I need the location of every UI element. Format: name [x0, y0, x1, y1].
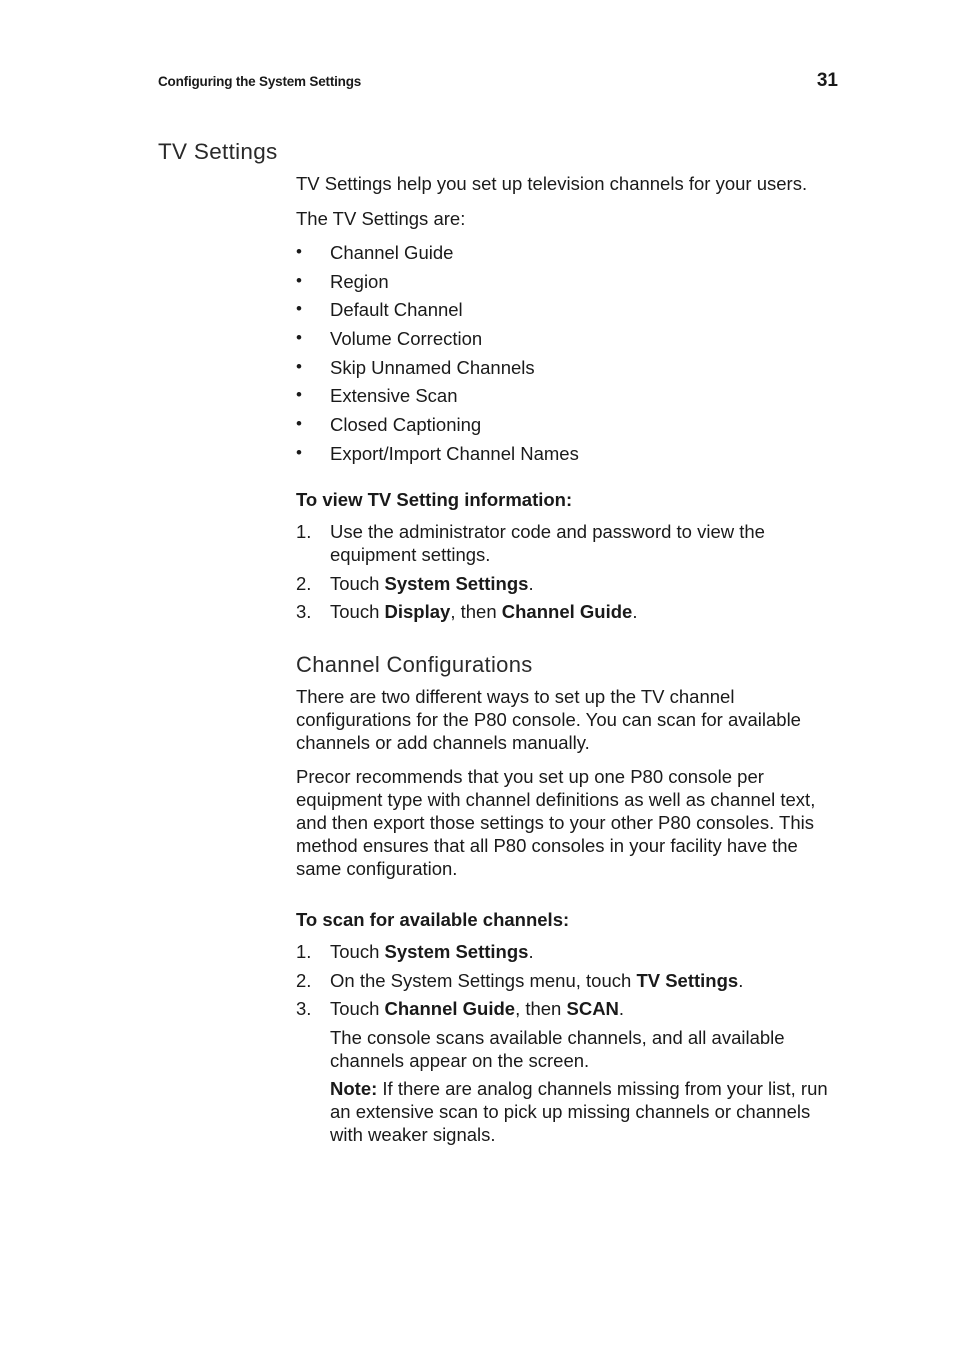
- procedure-title-view: To view TV Setting information:: [296, 489, 573, 510]
- page-number: 31: [816, 70, 838, 91]
- step-item: 3. Touch Channel Guide, then SCAN.: [296, 998, 625, 1019]
- step-item: 1. Touch System Settings.: [296, 941, 534, 962]
- bullet-icon: •: [296, 328, 302, 348]
- list-item: • Export/Import Channel Names: [296, 442, 579, 464]
- tv-settings-list: [296, 241, 841, 471]
- list-item: • Channel Guide: [296, 242, 454, 263]
- bullet-icon: •: [296, 385, 302, 405]
- section-heading-tv-settings: TV Settings: [158, 139, 278, 164]
- step-item: 1. Use the administrator code and password to view the equipment settings.: [296, 521, 765, 565]
- list-item: • Skip Unnamed Channels: [296, 356, 535, 378]
- step-item: 2. On the System Settings menu, touch TV Settings.: [296, 969, 744, 991]
- bullet-icon: •: [296, 414, 302, 434]
- channel-config-paragraph-2: Precor recommends that you set up one P80 console per equipment type with channel definitions as well as channel text, and then export those settings to your other P80 consoles. This method ensures that all P80 consoles in your facility have the same configuration.: [296, 766, 816, 879]
- channel-config-paragraph-1: There are two different ways to set up the TV channel configurations for the P80 console. You can scan for available channels or add channels manually.: [296, 686, 801, 753]
- bullet-icon: •: [296, 442, 302, 462]
- step-item: 3. Touch Display, then Channel Guide.: [296, 601, 638, 622]
- list-item: • Default Channel: [296, 299, 463, 321]
- step-item: 2. Touch System Settings.: [296, 572, 534, 594]
- procedure-title-scan: To scan for available channels:: [296, 909, 570, 930]
- tv-settings-list-intro: The TV Settings are:: [296, 208, 466, 229]
- list-item: • Volume Correction: [296, 328, 483, 350]
- note-text: If there are analog channels missing from your list, run an extensive scan to pick up missing channels or channels with weaker signals.: [330, 1078, 828, 1145]
- bullet-icon: •: [296, 270, 302, 290]
- list-item: • Region: [296, 270, 389, 292]
- note: [330, 1077, 835, 1146]
- view-steps: [296, 520, 841, 629]
- scan-steps: [296, 940, 841, 1026]
- bullet-icon: •: [296, 356, 302, 376]
- bullet-icon: •: [296, 299, 302, 319]
- tv-settings-intro: TV Settings help you set up television channels for your users.: [296, 173, 808, 194]
- list-item: • Extensive Scan: [296, 385, 458, 407]
- scan-result-text: The console scans available channels, and all available channels appear on the screen.: [330, 1027, 785, 1071]
- section-heading-channel-configurations: Channel Configurations: [296, 652, 533, 677]
- bullet-icon: •: [296, 242, 302, 261]
- running-head: Configuring the System Settings: [158, 74, 362, 89]
- list-item: • Closed Captioning: [296, 414, 482, 436]
- note-label: Note:: [330, 1078, 378, 1099]
